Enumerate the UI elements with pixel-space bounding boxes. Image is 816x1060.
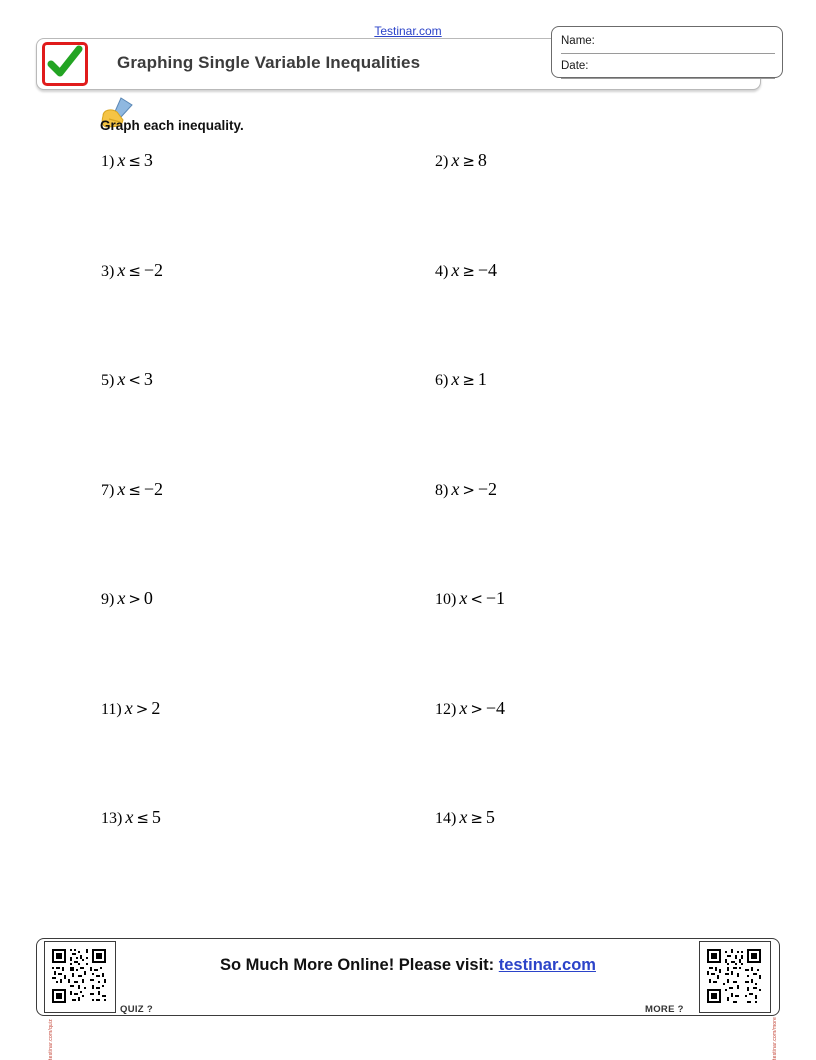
problem-5 [101,369,153,390]
problem-14 [435,807,495,828]
problem-number: 8) [435,481,449,499]
problem-number: 13) [101,810,123,827]
problem-expression [459,698,505,718]
date-input-line[interactable] [561,78,775,79]
operator: < [128,371,141,389]
problem-2 [435,150,487,171]
problem-number: 11) [101,700,122,718]
problem-8 [435,479,497,500]
problem-row [0,479,816,589]
operator: ≤ [136,809,149,827]
problem-10 [435,588,505,609]
problem-11 [101,698,160,719]
date-label: Date: [561,60,589,72]
problem-row [0,150,816,260]
problem-number: 5) [101,372,115,389]
problem-list [0,150,816,917]
problem-expression [117,588,153,608]
problem-expression [459,807,495,827]
problem-expression [451,150,487,170]
variable: x [459,807,468,827]
problem-expression [125,698,161,718]
problem-expression [117,479,163,499]
variable: x [117,478,126,499]
value: −2 [143,478,164,499]
value: 0 [143,588,153,608]
variable: x [117,259,126,280]
operator: < [470,590,483,608]
problem-13 [101,807,161,828]
value: 5 [151,807,161,827]
value: −1 [485,588,506,608]
operator: > [135,699,149,718]
problem-number: 10) [435,591,457,608]
operator: ≥ [470,809,483,827]
operator: ≥ [462,371,475,389]
variable: x [451,478,460,499]
problem-expression [117,150,153,170]
footer-promo-text: So Much More Online! Please visit: [220,956,495,974]
operator: ≤ [128,152,141,170]
problem-number: 7) [101,481,115,499]
problem-expression [117,369,153,389]
variable: x [117,150,126,170]
more-label: MORE ? [645,1004,684,1015]
name-date-box [551,26,783,78]
problem-number: 6) [435,372,449,389]
name-input-line[interactable] [561,53,775,54]
page-title: Graphing Single Variable Inequalities [117,53,421,72]
value: −4 [485,697,506,718]
value: 3 [143,369,153,389]
problem-4 [435,260,497,281]
problem-row [0,807,816,917]
variable: x [117,588,126,608]
problem-number: 12) [435,700,457,718]
problem-expression [125,807,161,827]
problem-9 [101,588,153,609]
value: −4 [477,259,498,280]
problem-7 [101,479,163,500]
footer-promo [0,956,816,975]
problem-row [0,698,816,808]
qr-code-quiz-icon[interactable] [50,947,108,1005]
value: −2 [477,478,498,499]
variable: x [459,588,468,608]
site-link[interactable]: Testinar.com [374,24,442,38]
operator: ≥ [462,152,475,170]
value: 3 [143,150,153,170]
operator: ≥ [462,261,475,280]
variable: x [459,697,468,718]
operator: ≤ [128,480,141,499]
problem-number: 1) [101,153,115,170]
variable: x [125,807,134,827]
qr-code-more-icon[interactable] [705,947,763,1005]
problem-number: 14) [435,810,457,827]
value: 1 [477,369,487,389]
variable: x [124,697,133,718]
problem-number: 3) [101,262,115,280]
name-label: Name: [561,35,595,47]
operator: > [462,480,475,499]
variable: x [117,369,126,389]
check-mark-icon [42,42,88,86]
operator: > [470,699,483,718]
value: 5 [485,807,495,827]
problem-expression [451,369,487,389]
problem-expression [451,479,497,499]
variable: x [451,150,460,170]
problem-number: 2) [435,153,449,170]
problem-row [0,588,816,698]
problem-expression [451,260,497,280]
problem-3 [101,260,163,281]
problem-row [0,369,816,479]
qr-more-caption: testinar.com/more [772,1016,778,1060]
value: −2 [143,259,164,280]
variable: x [451,259,460,280]
value: 2 [151,697,161,718]
value: 8 [477,150,487,170]
instruction-text: Graph each inequality. [100,118,244,133]
operator: > [128,590,141,608]
variable: x [451,369,460,389]
problem-number: 9) [101,591,115,608]
problem-number: 4) [435,262,449,280]
problem-6 [435,369,487,390]
qr-quiz-caption: testinar.com/quiz [48,1019,54,1060]
operator: ≤ [128,261,141,280]
problem-12 [435,698,505,719]
footer-promo-link[interactable]: testinar.com [498,956,596,974]
problem-row [0,260,816,370]
quiz-label: QUIZ ? [120,1004,153,1015]
problem-expression [117,260,163,280]
problem-1 [101,150,153,171]
problem-expression [459,588,505,608]
